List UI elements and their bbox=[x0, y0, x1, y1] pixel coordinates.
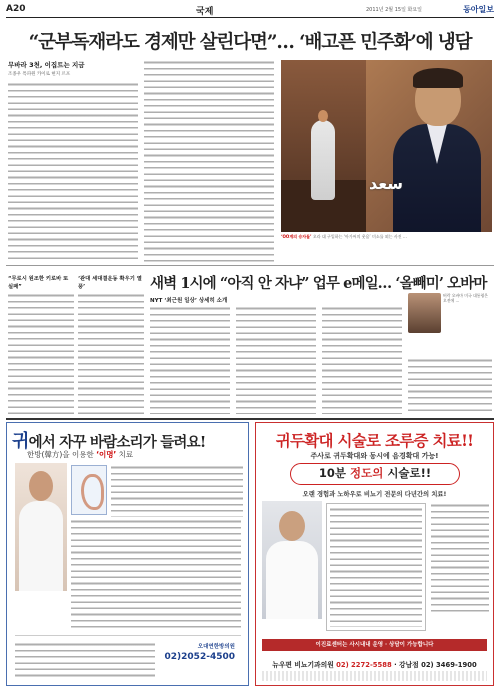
story1-column-2 bbox=[144, 60, 274, 262]
issue-date: 2011년 2월 15일 화요일 bbox=[365, 7, 422, 13]
section-name: 국제 bbox=[196, 7, 214, 17]
story1-subhead: 무바라 3천, 이집트는 지금 bbox=[8, 61, 85, 69]
ad-clinic[interactable] bbox=[255, 422, 494, 686]
ad-hearing-text bbox=[111, 465, 243, 517]
ad-clinic-footer bbox=[262, 671, 487, 681]
ad-clinic-title: 귀두확대 시술로 조루증 치료!! bbox=[275, 431, 474, 450]
ear-icon bbox=[71, 465, 107, 515]
ad-hearing-footer bbox=[15, 635, 241, 681]
newspaper-logo: 동아일보 bbox=[463, 5, 494, 14]
ad-clinic-tagline: 오랜 경험과 노하우로 비뇨기 전문의 다년간의 치료! bbox=[302, 491, 447, 498]
story1-lead-block bbox=[8, 60, 138, 78]
story2-column-3 bbox=[322, 306, 402, 414]
ad-divider bbox=[6, 418, 494, 420]
hospital-phone[interactable]: 02)2052-4500 bbox=[164, 652, 235, 662]
ad-clinic-note bbox=[431, 503, 489, 613]
hospital-name: 오대연한방의원 bbox=[197, 644, 235, 650]
story1b-subhead-2: ‘관대 세대결운동 확우기 열풍’ bbox=[78, 276, 142, 290]
mugshot-block bbox=[408, 293, 492, 355]
ad-hearing-title: 귀에서 자꾸 바람소리가 들려요! bbox=[12, 431, 206, 452]
ad-clinic-subtitle: 주사로 귀두확대와 동시에 음경확대 가능! bbox=[310, 452, 439, 460]
ad-hearing-body bbox=[71, 519, 241, 629]
woman-figure bbox=[311, 120, 335, 200]
ad-hearing-subtitle: 한방(韓方)을 이용한 ‘이명’ 치료 bbox=[27, 450, 134, 459]
doctor-photo-2 bbox=[262, 501, 322, 619]
mugshot-caption: 버락 오바마 미국 대통령은 오전에 … bbox=[443, 293, 489, 304]
divider bbox=[6, 265, 494, 266]
story2-column-2 bbox=[236, 306, 316, 414]
page-number: A20 bbox=[6, 4, 26, 14]
story1b-column-1 bbox=[8, 274, 74, 414]
story2-headline: 새벽 1시에 “아직 안 자냐” 업무 e메일… ‘올빼미’ 오바마 bbox=[150, 275, 487, 292]
story2-byline: NYT ‘최근원 일상’ 상세히 소개 bbox=[150, 298, 228, 304]
arabic-sign: سعد bbox=[369, 174, 404, 193]
ad-clinic-banner: 이진료센터는 사시내내 운영 · 상담이 가능합니다 bbox=[262, 639, 487, 651]
ad-hearing[interactable] bbox=[6, 422, 249, 686]
news-photo bbox=[281, 60, 492, 232]
ad-clinic-phone[interactable]: 뉴우편 비뇨기과의원 02) 2272-5588 · 강남점 02) 3469-1900 bbox=[272, 661, 477, 669]
story1b-column-2 bbox=[78, 274, 144, 414]
mugshot-photo bbox=[408, 293, 441, 333]
running-header bbox=[6, 4, 494, 18]
doctor-photo bbox=[15, 463, 67, 591]
story1b-subhead: “무로시 원조한 키로바 또 실패” bbox=[8, 276, 69, 290]
caption-text: 오라 대 구입하는 ‘아가씨의 웃음’ 미소를 외는 사진 … bbox=[312, 234, 407, 239]
main-headline: “군부독재라도 경제만 살린다면”… ‘배고픈 민주화’에 냉담 bbox=[28, 32, 472, 53]
story1-column-1 bbox=[8, 82, 138, 262]
ad-clinic-textbox bbox=[326, 503, 426, 631]
story1-byline: 조종우 특파원 카이로 현지 르포 bbox=[8, 72, 71, 77]
man-figure bbox=[393, 72, 481, 232]
ad-clinic-badge: 10분 정도의 시술로!! bbox=[290, 463, 460, 485]
story2-column-1 bbox=[150, 306, 230, 414]
caption-label: ‘OO계의 승자들’ bbox=[281, 234, 312, 239]
story2-column-4 bbox=[408, 358, 492, 414]
photo-caption bbox=[281, 234, 492, 240]
